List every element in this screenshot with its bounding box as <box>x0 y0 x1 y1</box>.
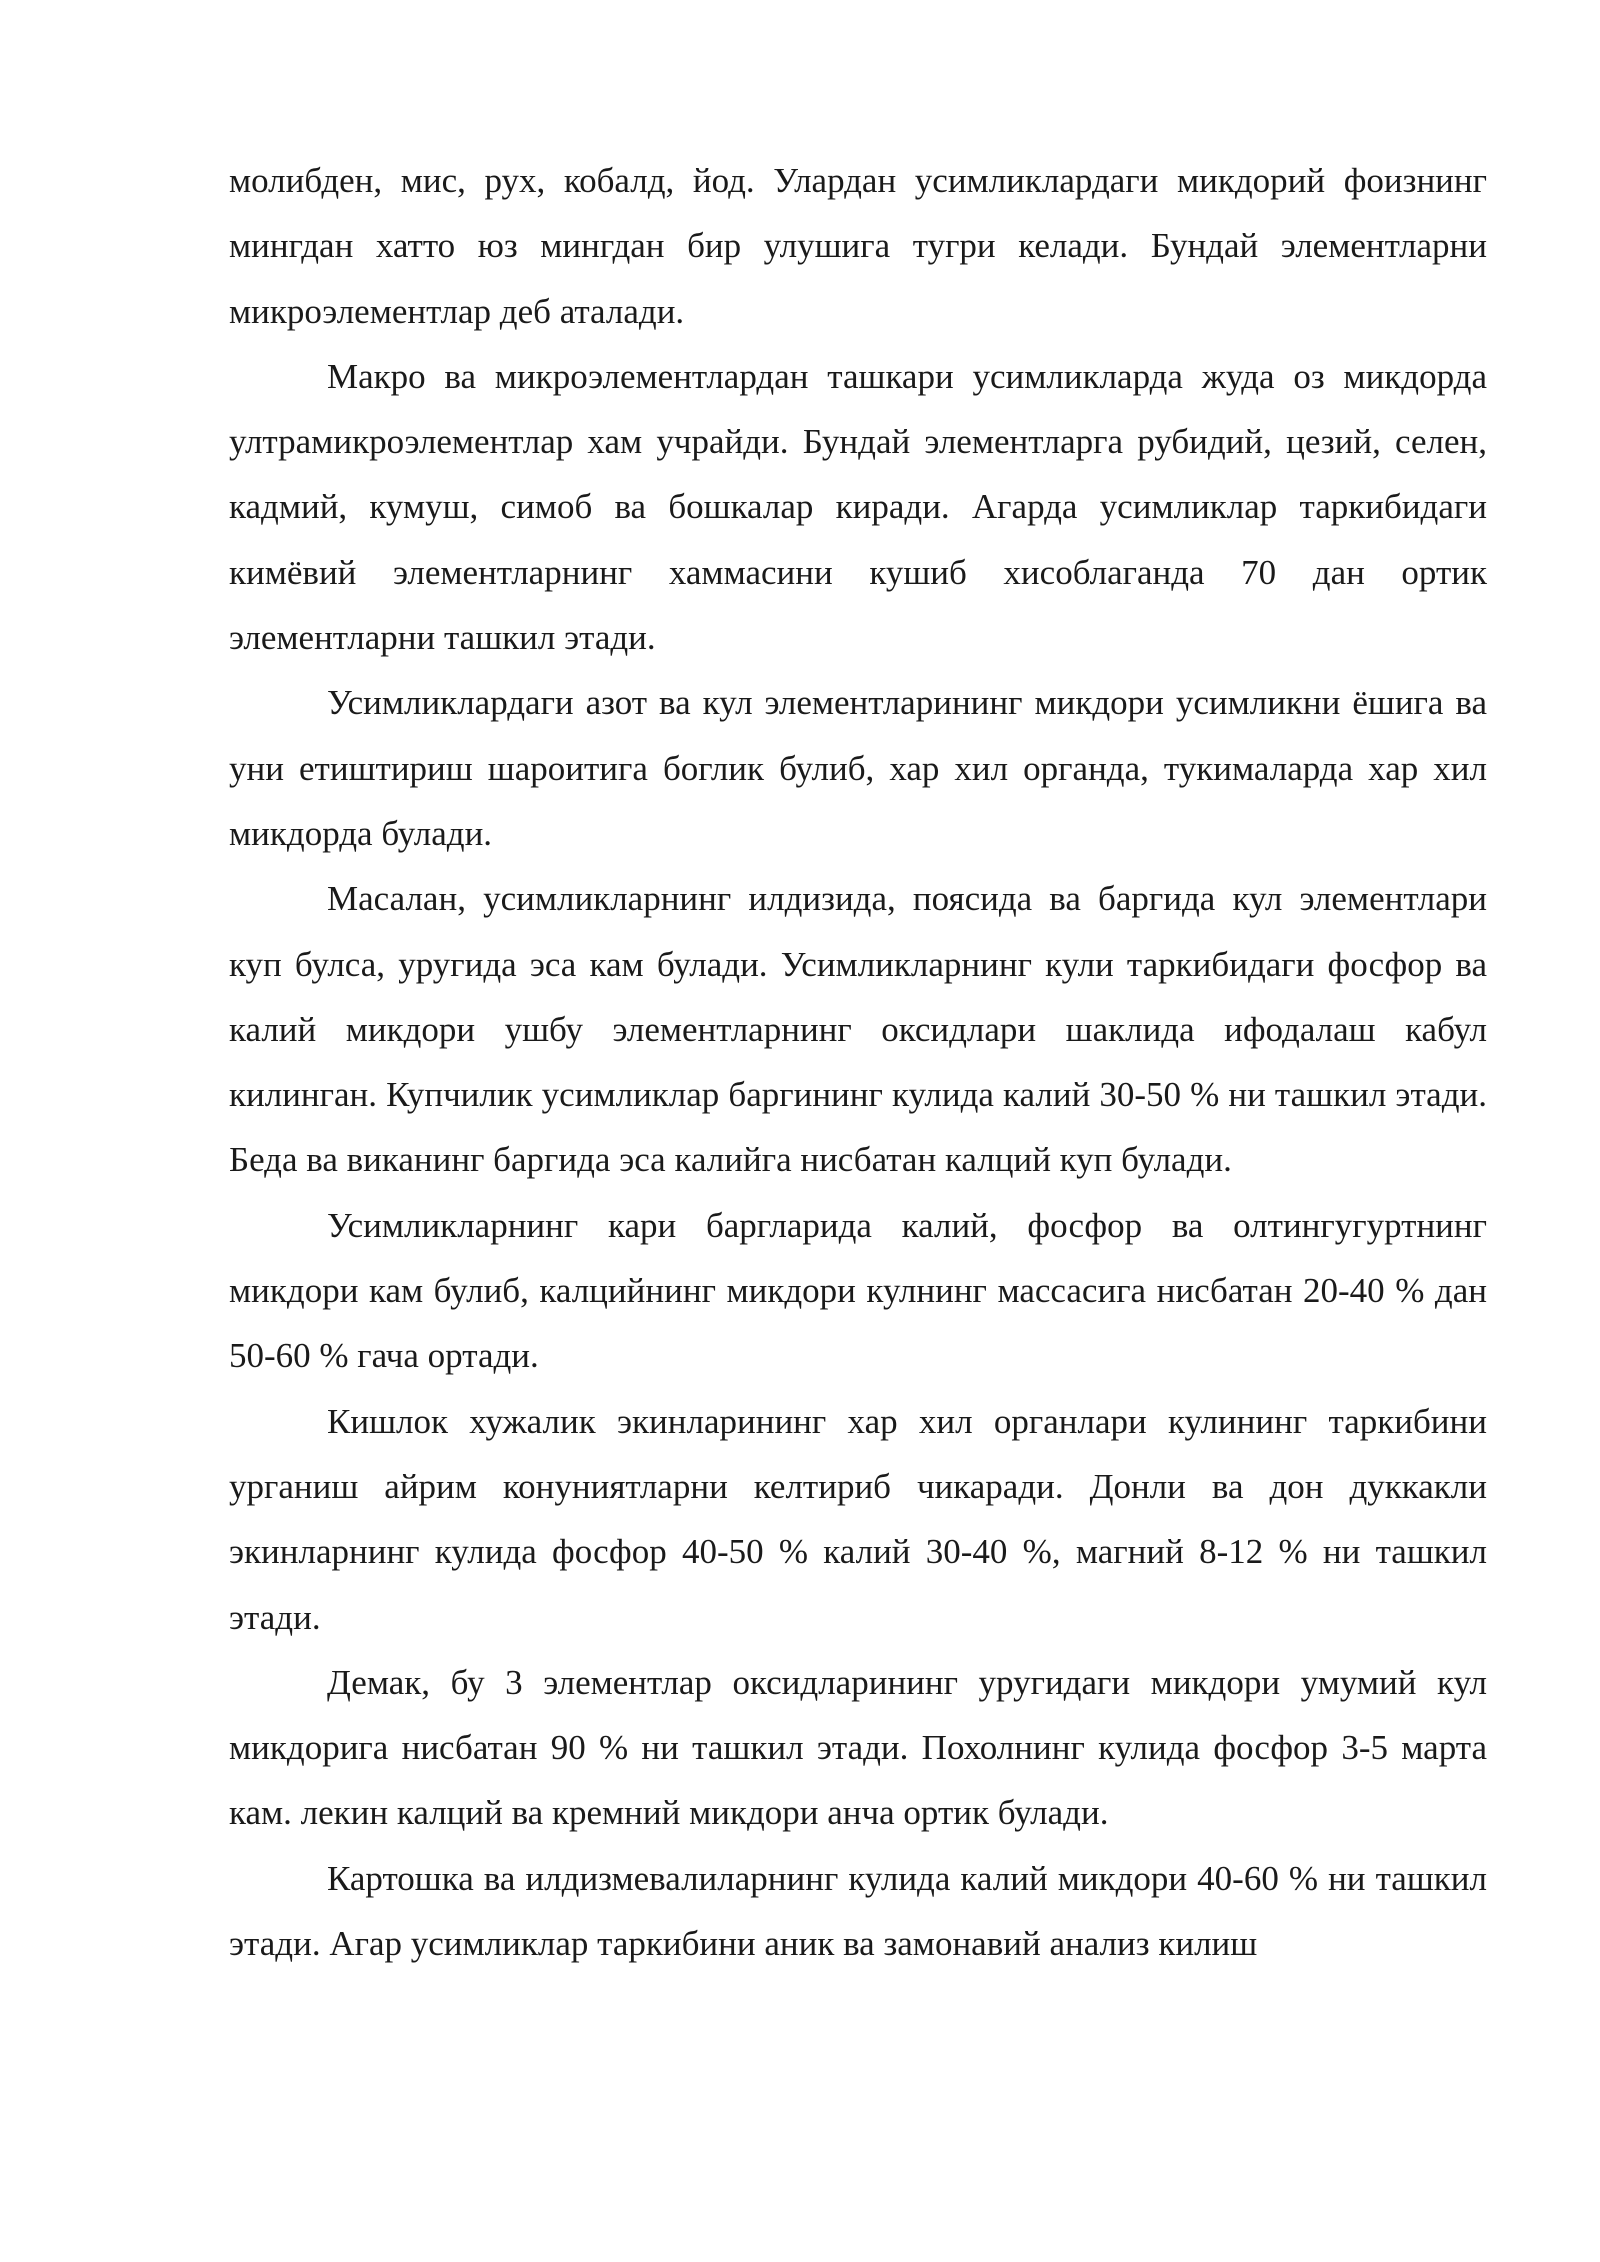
paragraph-3: Усимликлардаги азот ва кул элементларининг микдори усимликни ёшига ва уни етиштириш шароитига боглик булиб, хар хил органда, тукималарда хар хил микдорда булади. <box>229 683 1487 853</box>
paragraph-6: Кишлок хужалик экинларининг хар хил органлари кулининг таркибини урганиш айрим конуниятларни келтириб чикаради. Донли ва дон дуккакли экинларнинг кулида фосфор 40-50 % калий 30-40 %, магний 8-12 % ни ташкил этади. <box>229 1401 1487 1637</box>
paragraph-5: Усимликларнинг кари баргларида калий, фосфор ва олтингугуртнинг микдори кам булиб, калцийнинг микдори кулнинг массасига нисбатан 20-40 % дан 50-60 % гача ортади. <box>229 1205 1487 1376</box>
paragraph-1: молибден, мис, рух, кобалд, йод. Улардан усимликлардаги микдорий фоизнинг мингдан хатто юз мингдан бир улушига тугри келади. Бундай элементларни микроэлементлар деб аталади. <box>229 161 1487 331</box>
paragraph-4: Масалан, усимликларнинг илдизида, поясида ва баргида кул элементлари куп булса, уругида эса кам булади. Усимликларнинг кули таркибидаги фосфор ва калий микдори ушбу элементларнинг оксидлари шаклида ифодалаш кабул килинган. Купчилик усимликлар баргининг кулида калий 30-50 % ни ташкил этади. Беда ва виканинг баргида эса калийга нисбатан калций куп булади. <box>229 879 1487 1180</box>
paragraph-7: Демак, бу 3 элементлар оксидларининг уругидаги микдори умумий кул микдорига нисбатан 90 % ни ташкил этади. Похолнинг кулида фосфор 3-5 марта кам. лекин калций ва кремний микдори анча ортик булади. <box>229 1662 1487 1833</box>
paragraph-8: Картошка ва илдизмевалиларнинг кулида калий микдори 40-60 % ни ташкил этади. Агар усимликлар таркибини аник ва замонавий анализ килиш <box>229 1858 1487 1964</box>
document-body <box>229 148 1487 1976</box>
paragraph-2: Макро ва микроэлементлардан ташкари усимликларда жуда оз микдорда ултрамикроэлементлар хам учрайди. Бундай элементларга рубидий, цезий, селен, кадмий, кумуш, симоб ва бошкалар киради. Агарда усимликлар таркибидаги кимёвий элементларнинг хаммасини кушиб хисоблаганда 70 дан ортик элементларни ташкил этади. <box>229 356 1487 658</box>
